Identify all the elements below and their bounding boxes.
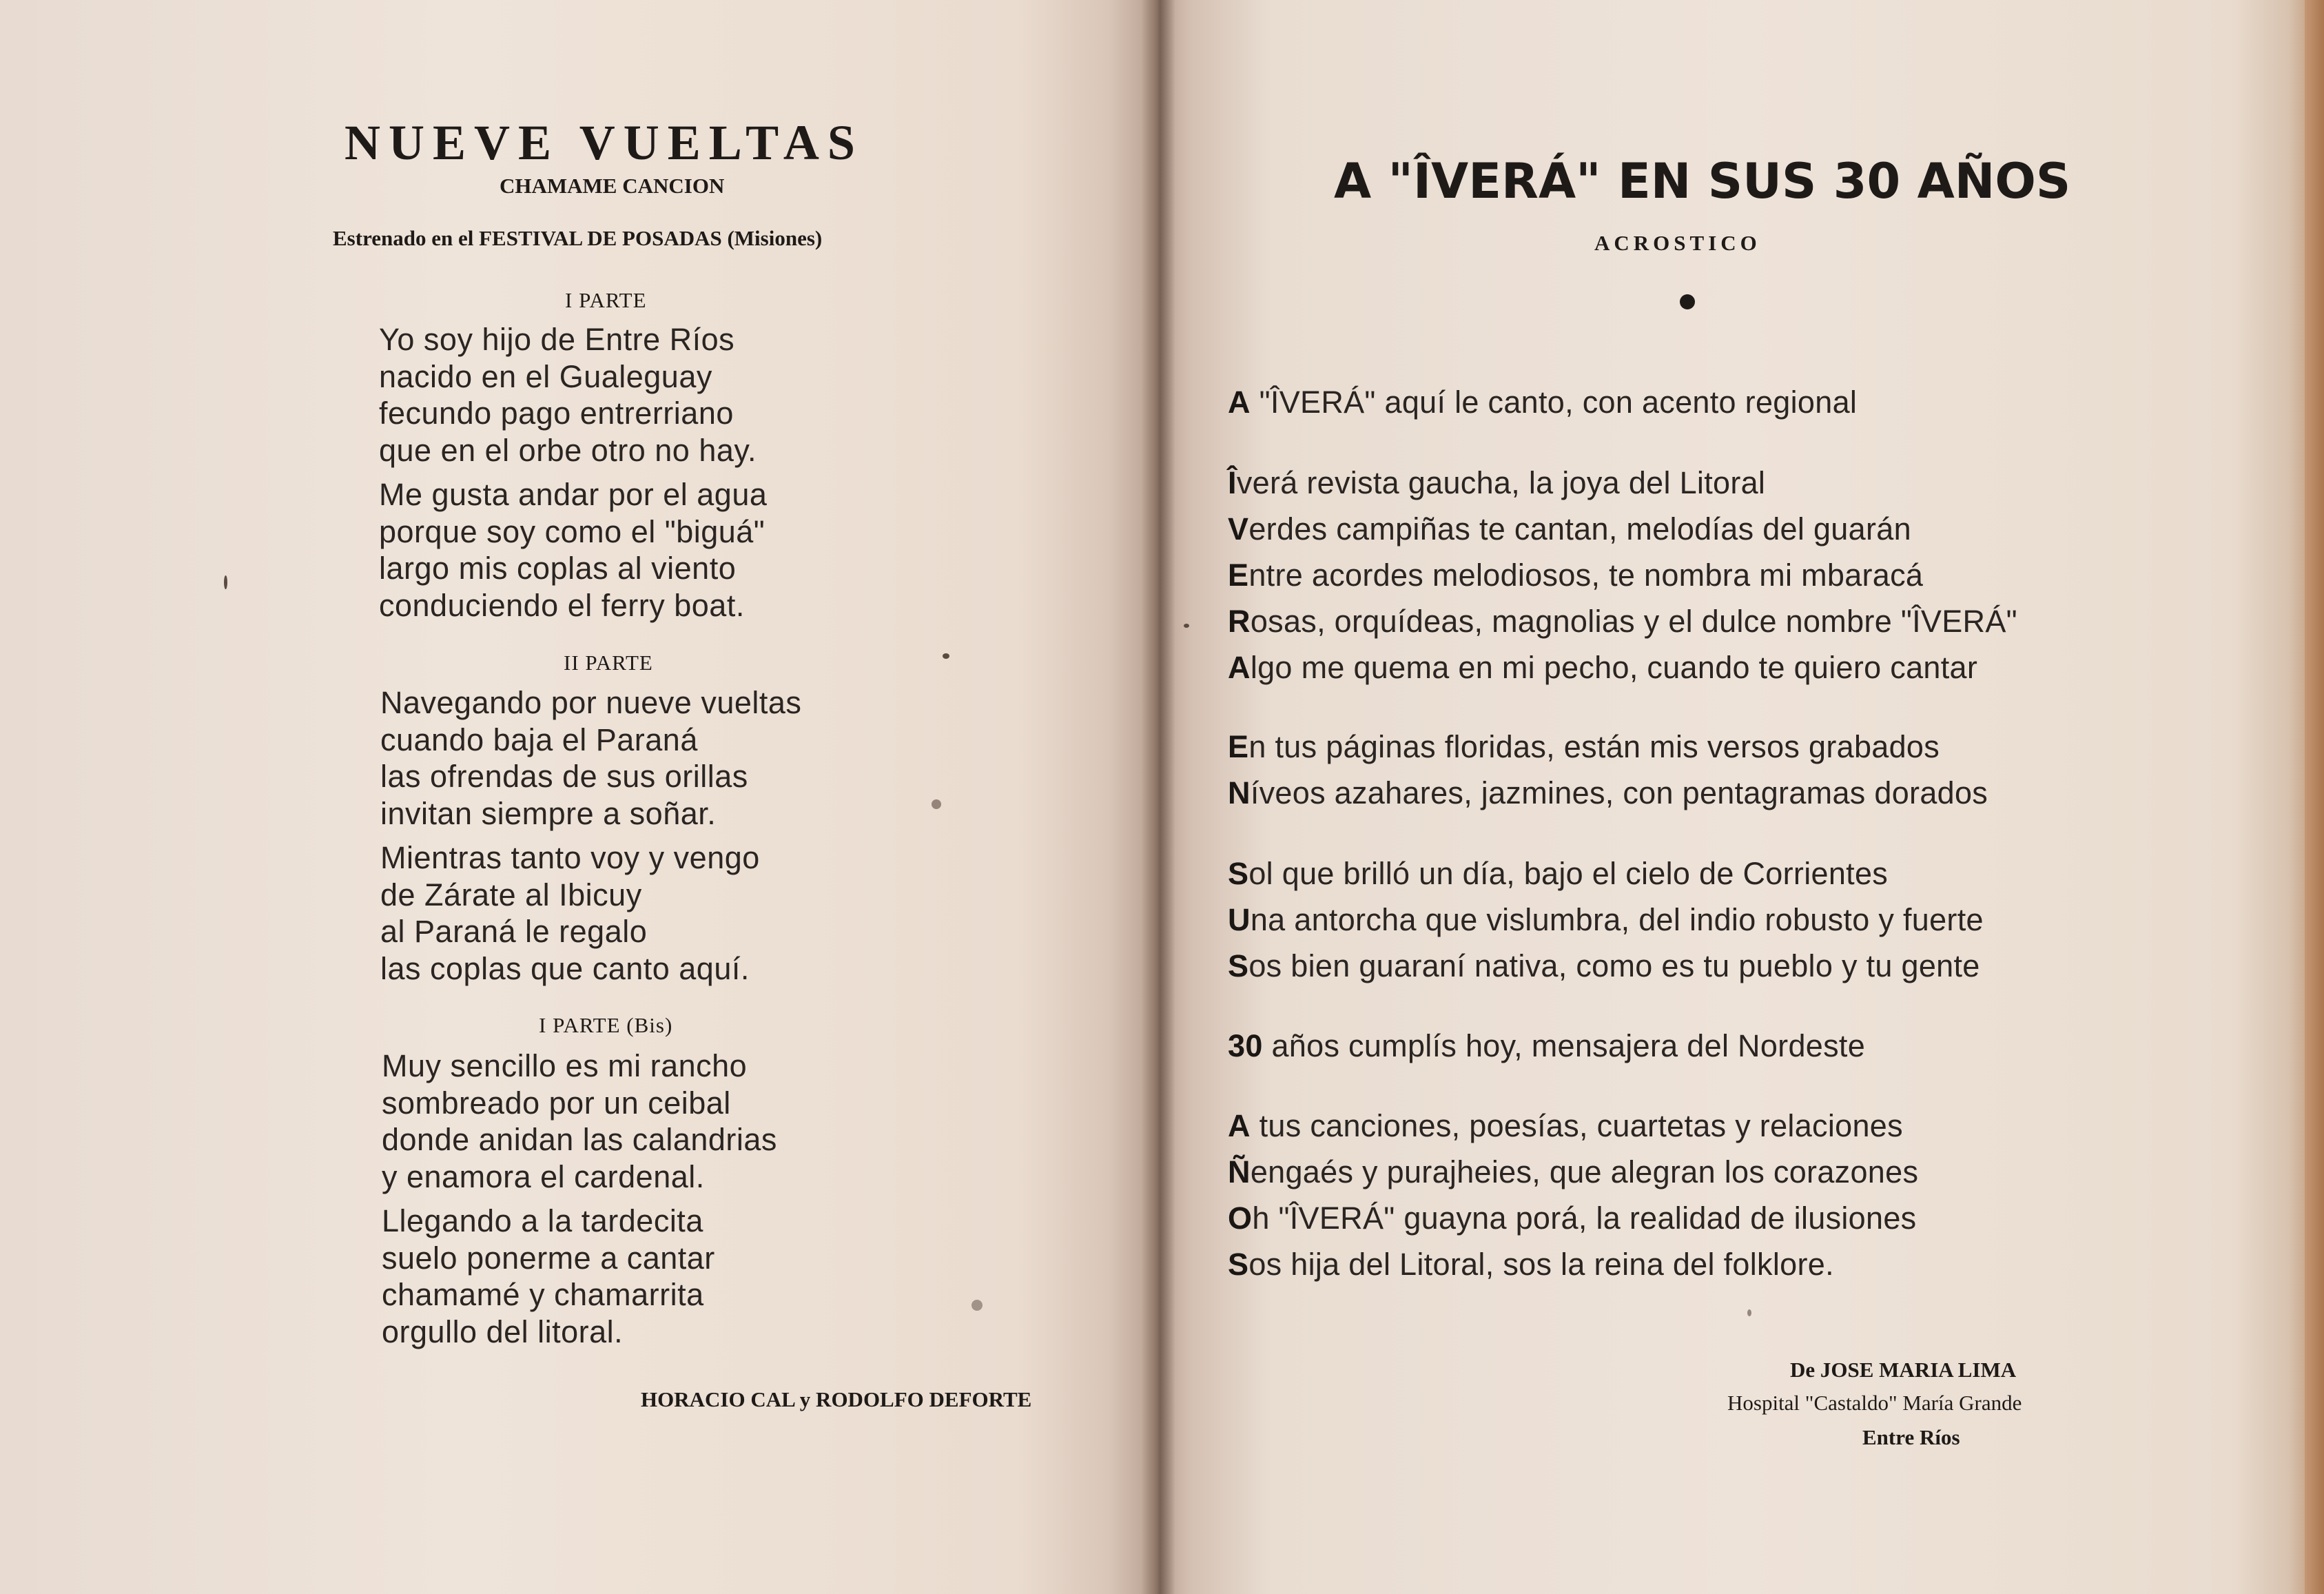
acrostic-group-5 — [1228, 1023, 1865, 1069]
part-heading-1: I PARTE — [565, 288, 647, 312]
acrostic-line: Sos hija del Litoral, sos la reina del folklore. — [1228, 1247, 1834, 1282]
premiere-note: Estrenado en el FESTIVAL DE POSADAS (Misiones) — [333, 226, 823, 250]
stanza-4 — [380, 839, 760, 987]
acrostic-line: Sol que brilló un día, bajo el cielo de Corrientes — [1228, 856, 1889, 891]
verse-line: sombreado por un ceibal — [382, 1085, 731, 1121]
stanza-5 — [382, 1048, 777, 1195]
verse-line: chamamé y chamarrita — [382, 1277, 704, 1312]
song-genre: CHAMAME CANCION — [500, 174, 725, 198]
verse-line: donde anidan las calandrias — [382, 1122, 777, 1157]
verse-line: al Paraná le regalo — [380, 914, 648, 949]
verse-line: y enamora el cardenal. — [382, 1158, 705, 1194]
acrostic-line: A "ÎVERÁ" aquí le canto, con acento regional — [1228, 385, 1858, 420]
verse-line: Llegando a la tardecita — [382, 1203, 703, 1238]
acrostic-line: Una antorcha que vislumbra, del indio robusto y fuerte — [1228, 902, 1984, 937]
verse-line: orgullo del litoral. — [382, 1314, 624, 1349]
verse-line: largo mis coplas al viento — [379, 551, 737, 586]
song-title: NUEVE VUELTAS — [345, 115, 863, 170]
poem-form: ACROSTICO — [1594, 231, 1761, 255]
paper-speck — [1747, 1309, 1751, 1316]
paper-speck — [943, 653, 949, 659]
acrostic-line: Algo me quema en mi pecho, cuando te quiero cantar — [1228, 650, 1978, 685]
stanza-6 — [382, 1203, 715, 1350]
paper-speck — [971, 1300, 983, 1311]
verse-line: invitan siempre a soñar. — [380, 795, 717, 831]
stanza-3 — [380, 684, 801, 832]
acrostic-line: Rosas, orquídeas, magnolias y el dulce nombre "ÎVERÁ" — [1228, 604, 2017, 639]
acrostic-group-6 — [1228, 1103, 1918, 1287]
verse-line: porque soy como el "biguá" — [379, 513, 765, 549]
acrostic-line: Ñengaés y purajheies, que alegran los corazones — [1228, 1154, 1919, 1189]
part-heading-2: II PARTE — [564, 651, 653, 675]
acrostic-line: Sos bien guaraní nativa, como es tu pueblo y tu gente — [1228, 948, 1980, 983]
verse-line: las ofrendas de sus orillas — [380, 759, 748, 794]
song-authors: HORACIO CAL y RODOLFO DEFORTE — [641, 1387, 1032, 1411]
author-place: Hospital "Castaldo" María Grande — [1727, 1391, 2022, 1415]
paper-speck — [224, 575, 227, 589]
verse-line: nacido en el Gualeguay — [379, 358, 712, 394]
verse-line: fecundo pago entrerriano — [379, 396, 734, 431]
acrostic-line: Îverá revista gaucha, la joya del Litoral — [1228, 465, 1766, 500]
verse-line: suelo ponerme a cantar — [382, 1240, 715, 1276]
acrostic-group-1 — [1228, 379, 1857, 425]
verse-line: las coplas que canto aquí. — [380, 950, 750, 986]
acrostic-line: Entre acordes melodiosos, te nombra mi mbaracá — [1228, 558, 1924, 593]
page-edge — [2305, 0, 2324, 1594]
part-heading-3: I PARTE (Bis) — [539, 1013, 673, 1037]
ornament-dot — [1680, 294, 1695, 309]
paper-speck — [932, 799, 941, 809]
author-province: Entre Ríos — [1862, 1425, 1960, 1449]
stanza-1 — [379, 321, 757, 469]
acrostic-group-3 — [1228, 724, 1988, 816]
verse-line: conduciendo el ferry boat. — [379, 587, 745, 623]
left-page — [0, 0, 1155, 1594]
poem-title: A "ÎVERÁ" EN SUS 30 AÑOS — [1334, 153, 2071, 210]
paper-speck — [1184, 624, 1189, 628]
acrostic-line: Verdes campiñas te cantan, melodías del guarán — [1228, 511, 1911, 546]
book-gutter — [1141, 0, 1175, 1594]
verse-line: Me gusta andar por el agua — [379, 477, 768, 512]
acrostic-line: A tus canciones, poesías, cuartetas y relaciones — [1228, 1108, 1903, 1143]
verse-line: Navegando por nueve vueltas — [380, 685, 802, 720]
verse-line: Muy sencillo es mi rancho — [382, 1048, 748, 1083]
verse-line: Yo soy hijo de Entre Ríos — [379, 322, 735, 357]
verse-line: cuando baja el Paraná — [380, 722, 698, 757]
acrostic-line: Níveos azahares, jazmines, con pentagramas dorados — [1228, 775, 1988, 810]
acrostic-line: Oh "ÎVERÁ" guayna porá, la realidad de ilusiones — [1228, 1200, 1917, 1236]
verse-line: de Zárate al Ibicuy — [380, 877, 642, 912]
verse-line: que en el orbe otro no hay. — [379, 432, 757, 468]
acrostic-line: En tus páginas floridas, están mis versos grabados — [1228, 729, 1940, 764]
verse-line: Mientras tanto voy y vengo — [380, 840, 760, 875]
stanza-2 — [379, 476, 767, 624]
acrostic-group-4 — [1228, 850, 1984, 989]
acrostic-group-2 — [1228, 460, 2017, 691]
acrostic-line: 30 años cumplís hoy, mensajera del Nordeste — [1228, 1028, 1866, 1063]
poem-author: De JOSE MARIA LIMA — [1790, 1358, 2017, 1382]
